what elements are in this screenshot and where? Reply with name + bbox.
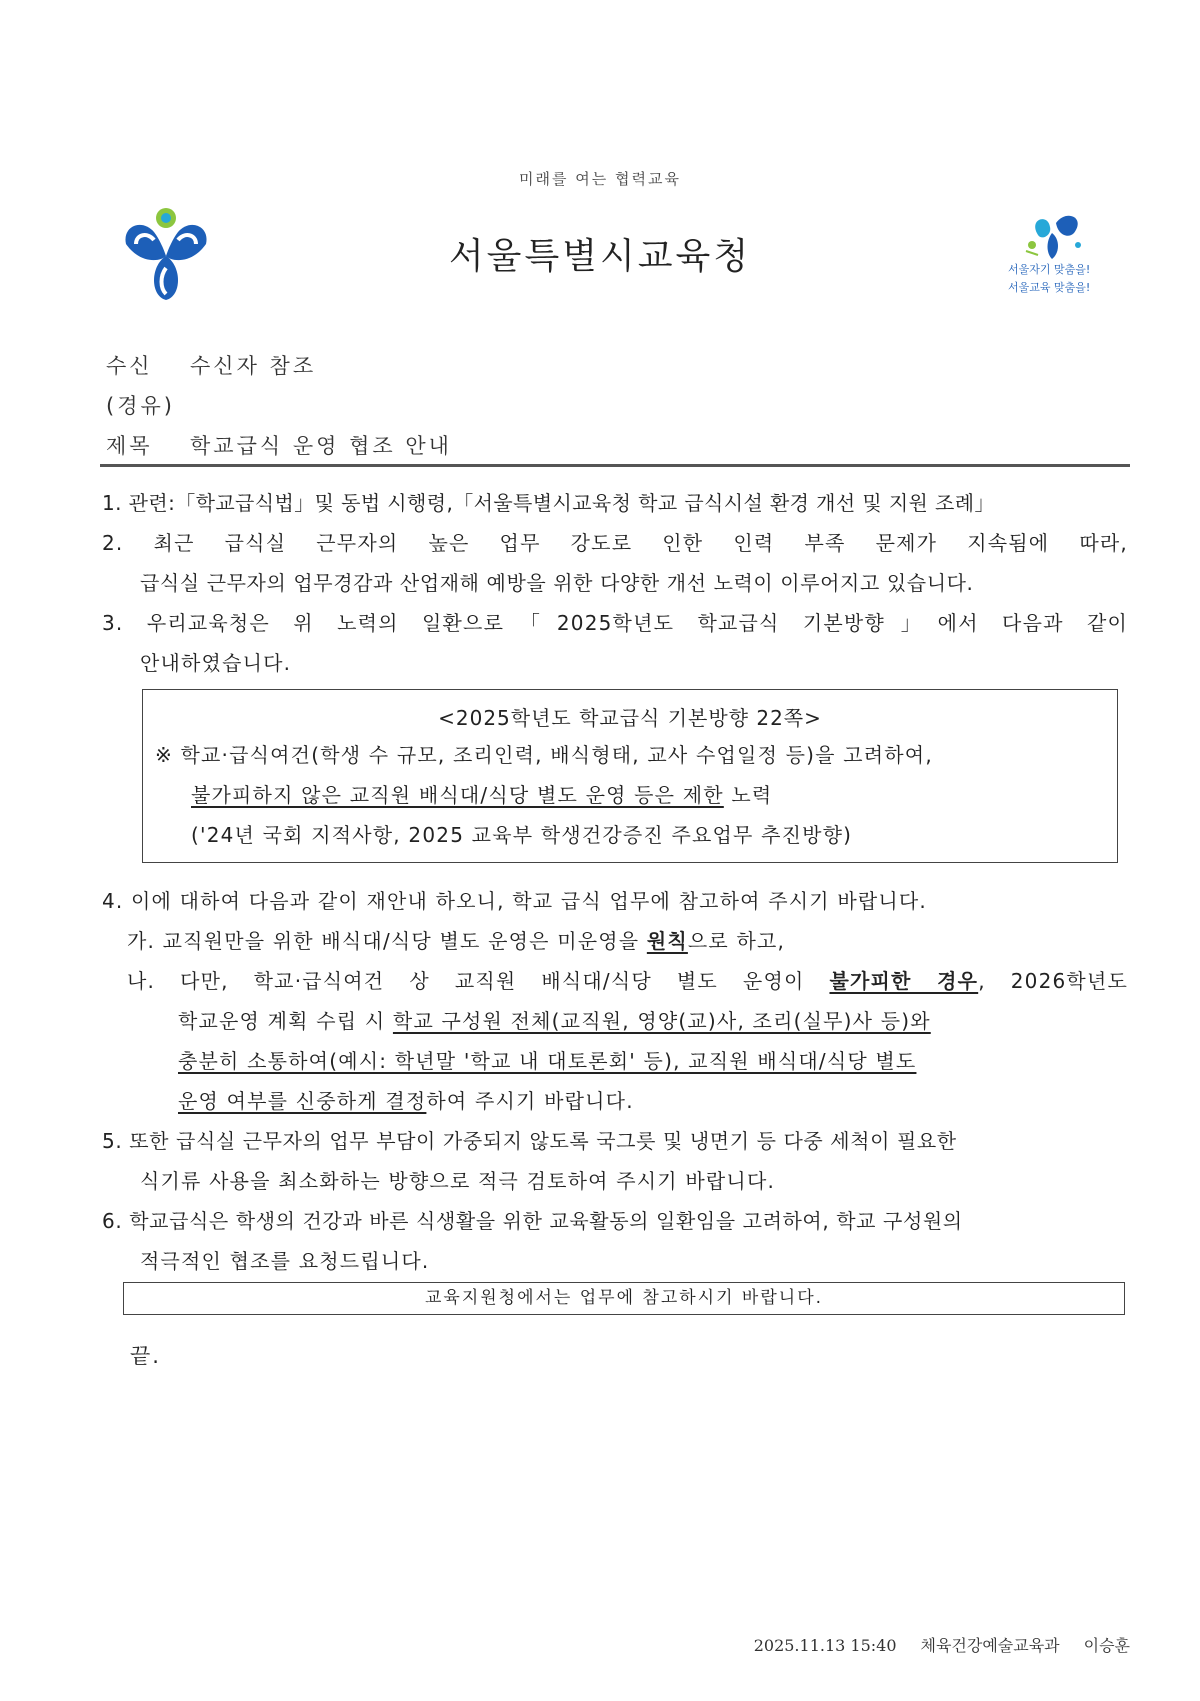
footer-department: 체육건강예술교육과	[920, 1636, 1060, 1655]
slogan: 미래를 여는 협력교육	[519, 170, 681, 188]
footer-timestamp: 2025.11.13 15:40	[753, 1636, 897, 1655]
paragraph-4-item-b-line-3: 충분히 소통하여(예시: 학년말 '학교 내 대토론회' 등), 교직원 배식대/식당 별도	[178, 1049, 917, 1073]
item-b-tail: , 2026학년도	[978, 969, 1128, 993]
paragraph-5-line-2: 식기류 사용을 최소화하는 방향으로 적극 검토하여 주시기 바랍니다.	[140, 1169, 776, 1193]
document-end-mark: 끝.	[130, 1344, 161, 1368]
guideline-quote-box	[142, 689, 1118, 863]
paragraph-2-line-2: 급식실 근무자의 업무경감과 산업재해 예방을 위한 다양한 개선 노력이 이루어지고 있습니다.	[140, 571, 974, 595]
item-a-tail: 으로 하고,	[687, 929, 786, 953]
subject-label: 제목	[106, 434, 153, 458]
via-row	[106, 390, 175, 420]
quote-box-line-2-rest: 노력	[723, 783, 773, 807]
header-divider	[100, 464, 1130, 467]
paragraph-4-item-b-line-1	[127, 968, 1128, 994]
quote-box-underlined-text: 불가피하지 않은 교직원 배식대/식당 별도 운영 등은 제한	[191, 783, 724, 807]
footer-author: 이승훈	[1083, 1636, 1130, 1655]
quote-box-line-1: ※ 학교·급식여건(학생 수 규모, 조리인력, 배식형태, 교사 수업일정 등)을 고려하여,	[155, 743, 933, 767]
paragraph-4-item-a	[127, 928, 785, 954]
item-b-line-2-text: 학교운영 계획 수립 시	[178, 1009, 393, 1033]
subject-value: 학교급식 운영 협조 안내	[190, 434, 452, 458]
item-b-line-2-underlined: 학교 구성원 전체(교직원, 영양(교)사, 조리(실무)사 등)와	[392, 1009, 931, 1033]
recipient-value: 수신자 참조	[190, 354, 317, 378]
organization-title: 서울특별시교육청	[448, 236, 752, 277]
item-a-emphasis: 원칙	[646, 929, 688, 953]
paragraph-4-item-b-line-2	[178, 1008, 931, 1034]
paragraph-2-line-1: 2. 최근 급식실 근무자의 높은 업무 강도로 인한 인력 부족 문제가 지속됨에 따라,	[102, 531, 1128, 555]
education-slogan-logo-icon	[1008, 205, 1128, 305]
item-b-emphasis: 불가피한 경우	[829, 969, 979, 993]
via-label: (경유)	[106, 394, 175, 418]
quote-box-title: <2025학년도 학교급식 기본방향 22쪽>	[438, 706, 822, 730]
paragraph-3-line-2: 안내하였습니다.	[140, 651, 292, 675]
paragraph-6-line-2: 적극적인 협조를 요청드립니다.	[140, 1249, 430, 1273]
recipient-label: 수신	[106, 354, 153, 378]
paragraph-4: 4. 이에 대하여 다음과 같이 재안내 하오니, 학교 급식 업무에 참고하여 주시기 바랍니다.	[102, 889, 927, 913]
paragraph-1: 1. 관련:「학교급식법」및 동법 시행령,「서울특별시교육청 학교 급식시설 환경 개선 및 지원 조례」	[102, 491, 995, 515]
paragraph-3-line-1: 3. 우리교육청은 위 노력의 일환으로「2025학년도 학교급식 기본방향」에서 다음과 같이	[102, 611, 1128, 635]
paragraph-6-line-1: 6. 학교급식은 학생의 건강과 바른 식생활을 위한 교육활동의 일환임을 고려하여, 학교 구성원의	[102, 1209, 963, 1233]
item-b-text: 나. 다만, 학교·급식여건 상 교직원 배식대/식당 별도 운영이	[127, 969, 830, 993]
paragraph-5-line-1: 5. 또한 급식실 근무자의 업무 부담이 가중되지 않도록 국그릇 및 냉면기 등 다중 세척이 필요한	[102, 1129, 957, 1153]
subject-row	[106, 430, 452, 460]
paragraph-4-item-b-line-4	[178, 1088, 634, 1114]
logo-slogan-line1: 서울자기 맞춤을!	[1008, 263, 1091, 276]
footer	[754, 1633, 1130, 1656]
quote-box-line-3: ('24년 국회 지적사항, 2025 교육부 학생건강증진 주요업무 추진방향)	[191, 823, 853, 847]
notice-box: 교육지원청에서는 업무에 참고하시기 바랍니다.	[123, 1282, 1125, 1315]
item-a-text: 가. 교직원만을 위한 배식대/식당 별도 운영은 미운영을	[127, 929, 647, 953]
recipient-row	[106, 350, 316, 380]
item-b-line-4-tail: 하여 주시기 바랍니다.	[426, 1089, 634, 1113]
item-b-line-4-underlined: 운영 여부를 신중하게 결정	[178, 1089, 427, 1113]
logo-slogan-line2: 서울교육 맞춤을!	[1008, 281, 1091, 294]
quote-box-line-2	[191, 782, 772, 808]
